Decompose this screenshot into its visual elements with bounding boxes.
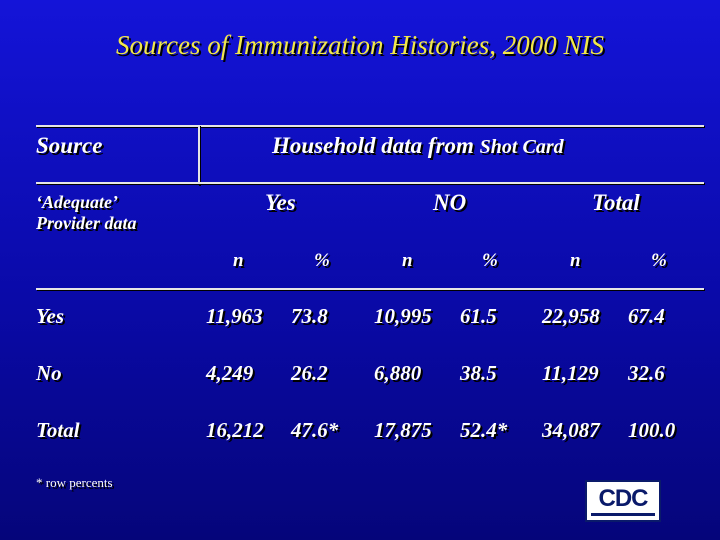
table-cell: 11,129 — [542, 361, 599, 385]
household-header-prefix: Household data from — [272, 133, 474, 158]
table-cell: 73.8 — [291, 304, 328, 328]
yes-pct-label: % — [314, 250, 330, 271]
row-label-no: No — [36, 361, 62, 385]
table-cell: 22,958 — [542, 304, 600, 328]
total-pct-label: % — [651, 250, 667, 271]
table-cell: 100.0 — [628, 418, 676, 442]
household-header-suffix: Shot Card — [479, 136, 564, 158]
table-cell: 10,995 — [374, 304, 432, 328]
table-cell: 32.6 — [628, 361, 665, 385]
table-cell: 16,212 — [206, 418, 264, 442]
top-rule — [36, 125, 704, 127]
footnote: * row percents — [36, 475, 113, 490]
page-title: Sources of Immunization Histories, 2000 NIS — [116, 30, 604, 60]
household-header — [272, 133, 564, 159]
table-cell: 67.4 — [628, 304, 665, 328]
table-cell: 4,249 — [206, 361, 254, 385]
table-cell: 47.6* — [291, 418, 339, 442]
row-label-total: Total — [36, 418, 80, 442]
column-divider — [198, 125, 200, 185]
header-rule — [36, 182, 704, 184]
group-total-header: Total — [592, 190, 640, 215]
table-cell: 26.2 — [291, 361, 328, 385]
yes-n-label: n — [233, 250, 244, 271]
provider-data-label: Provider data — [36, 213, 137, 233]
row-label-yes: Yes — [36, 304, 64, 328]
table-cell: 61.5 — [460, 304, 497, 328]
source-header: Source — [36, 133, 103, 158]
table-cell: 34,087 — [542, 418, 600, 442]
subheader-rule — [36, 288, 704, 290]
table-cell: 38.5 — [460, 361, 497, 385]
no-n-label: n — [402, 250, 413, 271]
adequate-label: ‘Adequate’ — [36, 192, 118, 212]
table-cell: 52.4* — [460, 418, 508, 442]
table-cell: 11,963 — [206, 304, 263, 328]
group-no-header: NO — [433, 190, 467, 215]
table-cell: 6,880 — [374, 361, 422, 385]
total-n-label: n — [570, 250, 581, 271]
group-yes-header: Yes — [265, 190, 296, 215]
cdc-logo: CDC — [585, 480, 661, 522]
table-cell: 17,875 — [374, 418, 432, 442]
no-pct-label: % — [482, 250, 498, 271]
